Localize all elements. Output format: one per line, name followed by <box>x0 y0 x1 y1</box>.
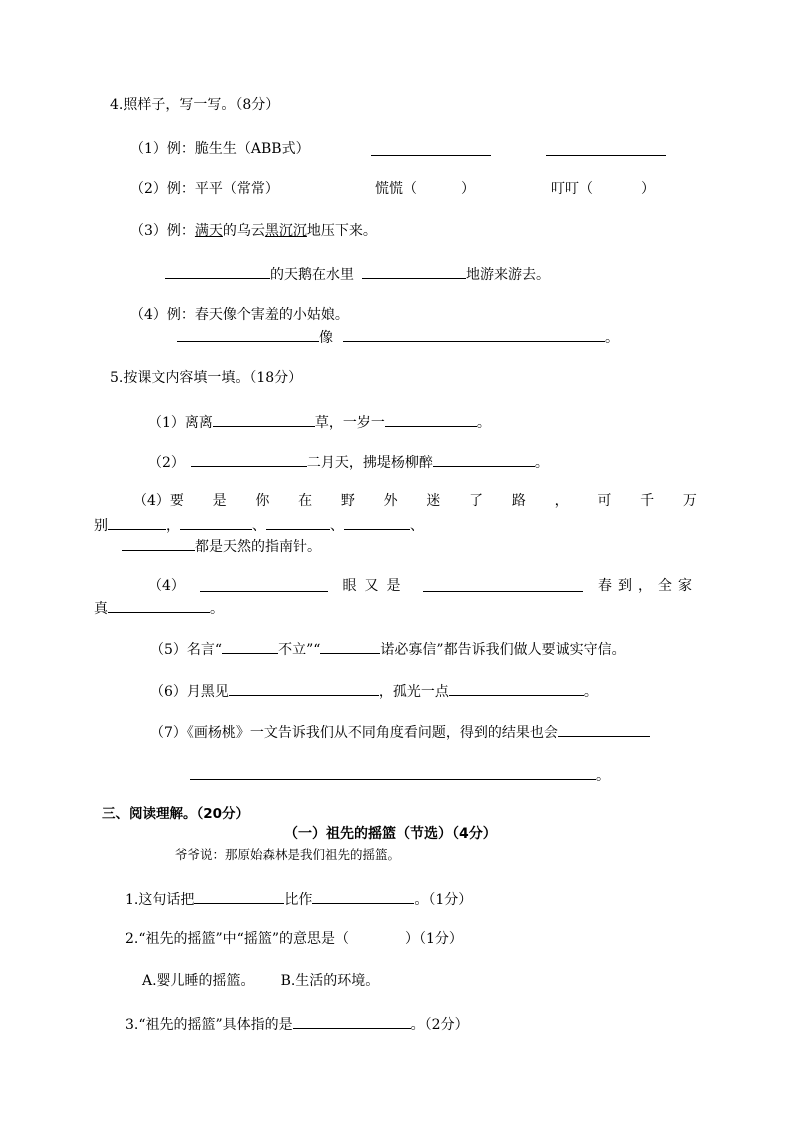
q5-item-3-blank-3[interactable] <box>266 514 330 530</box>
q5-item-6-blank-b[interactable] <box>449 680 584 696</box>
q5-item-3-bie: 别 <box>94 518 108 534</box>
q4-item-3-fill <box>165 263 550 285</box>
q5-item-3-blank-4[interactable] <box>344 514 410 530</box>
q4-item-4-end: 。 <box>605 330 619 346</box>
passage-title <box>284 824 497 844</box>
q5-item-1-blank-a[interactable] <box>213 411 315 427</box>
q4-item-4-blank-a[interactable] <box>177 326 319 342</box>
q4-item-3-blank-b[interactable] <box>362 263 466 279</box>
q5-item-4-spring: 春到，全家 <box>597 578 698 594</box>
q5-item-4-line-2 <box>94 597 224 619</box>
q5-item-3-char: 野 <box>340 493 355 509</box>
s3-question-2-b: ）（1分） <box>405 931 463 947</box>
q5-item-3-char: ， <box>554 493 569 509</box>
s3-question-2-option-b: B.生活的环境。 <box>280 973 380 989</box>
q4-item-4-blank-b[interactable] <box>343 326 605 342</box>
q4-heading-text: 4.照样子，写一写。（8分） <box>110 97 280 113</box>
q5-item-3-char: 外 <box>383 493 398 509</box>
q5-item-2 <box>148 451 549 473</box>
q5-item-7 <box>150 721 650 743</box>
q5-item-3-char: 可 <box>597 493 612 509</box>
q5-item-2-mid: 二月天，拂堤杨柳醉 <box>306 455 433 471</box>
q5-item-6 <box>150 680 598 702</box>
q5-item-5-blank-b[interactable] <box>320 638 380 654</box>
q4-item-3-fill-a: 的天鹅在水里 <box>270 267 354 283</box>
q5-item-3-tail: 都是天然的指南针。 <box>195 539 321 555</box>
q4-item-2-a-close: ） <box>461 181 475 197</box>
s3-question-1-c: 。（1分） <box>414 892 473 908</box>
q5-item-3-line-3 <box>122 535 321 557</box>
q5-item-1-blank-b[interactable] <box>385 411 477 427</box>
s3-question-2-option-a: A.婴儿睡的摇篮。 <box>142 973 255 989</box>
q4-item-3-blank-a[interactable] <box>165 263 270 279</box>
q5-item-1-mid: 草，一岁一 <box>314 415 385 431</box>
q5-item-1-pre: （1）离离 <box>148 415 213 431</box>
q4-item-2-example: （2）例：平平（常常） <box>130 181 279 197</box>
s3-question-3-b: 。（2分） <box>410 1017 469 1033</box>
q5-item-3-dun-2: 、 <box>330 518 344 534</box>
s3-question-2-a: 2.“祖先的摇篮”中“摇篮”的意思是（ <box>125 931 349 947</box>
q4-item-3 <box>130 221 377 241</box>
q4-item-4-like: 像 <box>319 330 333 346</box>
q4-item-1-blank-b[interactable] <box>546 140 666 156</box>
s3-question-1 <box>125 888 472 910</box>
q5-item-3-dun-1: 、 <box>252 518 266 534</box>
q4-item-2-a <box>375 179 475 199</box>
s3-question-3-blank[interactable] <box>293 1013 411 1029</box>
q5-item-3-char: 迷 <box>426 493 441 509</box>
q5-item-3-char: 是 <box>212 493 227 509</box>
passage-quote-text: 爷爷说：那原始森林是我们祖先的摇篮。 <box>175 847 401 862</box>
q5-item-2-end: 。 <box>534 455 549 471</box>
q5-item-3-blank-2[interactable] <box>180 514 252 530</box>
q4-item-3-fill-b: 地游来游去。 <box>466 267 550 283</box>
s3-question-1-a: 1.这句话把 <box>125 892 195 908</box>
q5-item-3-dun-3: 、 <box>410 518 424 534</box>
q5-item-3-blank-1[interactable] <box>108 514 166 530</box>
q5-item-3-char: 万 <box>682 493 697 509</box>
q4-item-2-b-text: 叮叮（ <box>551 181 593 197</box>
passage-quote <box>175 845 400 865</box>
q5-item-2-pre: （2） <box>148 455 185 471</box>
q5-item-6-blank-a[interactable] <box>229 680 379 696</box>
s3-question-2 <box>125 929 463 949</box>
q5-item-4-blank-b[interactable] <box>423 576 583 592</box>
q5-item-5 <box>150 638 626 660</box>
q5-heading <box>110 368 302 388</box>
s3-question-1-b: 比作 <box>284 892 313 908</box>
q5-item-4-pre: （4） <box>148 578 185 594</box>
q5-item-3-char: 了 <box>469 493 484 509</box>
q5-item-7-end: 。 <box>596 768 610 784</box>
q4-item-2-b-close: ） <box>641 181 655 197</box>
q5-item-6-end: 。 <box>583 684 598 700</box>
q4-heading <box>110 95 279 115</box>
section-3-heading <box>102 804 249 824</box>
q5-item-7-blank-b[interactable] <box>190 764 596 780</box>
q5-item-3-char: 你 <box>255 493 270 509</box>
q5-item-5-a: （5）名言“ <box>150 642 223 658</box>
q5-item-3-blank-5[interactable] <box>122 535 195 551</box>
q5-item-7-line-2 <box>190 764 610 786</box>
q5-item-4-line-1 <box>148 576 698 596</box>
q5-item-6-b: ，孤光一点 <box>378 684 449 700</box>
q4-item-1-text: （1）例：脆生生（ABB式） <box>130 141 310 157</box>
s3-question-2-options <box>142 971 379 991</box>
q5-item-6-a: （6）月黑见 <box>150 684 229 700</box>
q5-item-4-end: 。 <box>210 601 224 617</box>
q4-item-1 <box>130 139 310 159</box>
q4-item-2-a-text: 慌慌（ <box>375 181 417 197</box>
q4-item-1-blank-a[interactable] <box>371 140 491 156</box>
q4-item-3-post: 地压下来。 <box>306 223 377 239</box>
q5-item-5-b: 不立”“ <box>278 642 321 658</box>
q4-item-3-underline-2: 黑沉沉 <box>264 223 307 239</box>
q5-item-3-char: 路 <box>511 493 526 509</box>
q4-item-2 <box>130 179 279 199</box>
q5-item-3-line-1 <box>133 491 697 511</box>
q5-item-1-end: 。 <box>476 415 491 431</box>
q5-item-3-comma: ， <box>166 518 180 534</box>
s3-question-1-blank-a[interactable] <box>194 888 284 904</box>
q5-heading-text: 5.按课文内容填一填。（18分） <box>110 370 303 386</box>
q5-item-4-blank-c[interactable] <box>108 597 210 613</box>
s3-question-3 <box>125 1013 469 1035</box>
q4-item-3-mid: 的乌云 <box>222 223 265 239</box>
q5-item-7-blank-a[interactable] <box>558 721 650 737</box>
q5-item-7-text: （7）《画杨桃》一文告诉我们从不同角度看问题，得到的结果也会 <box>150 725 558 741</box>
q5-item-4-zhen: 真 <box>94 601 108 617</box>
q5-item-5-c: 诺必寡信”都告诉我们做人要诚实守信。 <box>380 642 626 658</box>
q5-item-2-blank-a[interactable] <box>191 451 307 467</box>
q5-item-3-line-2 <box>94 514 424 536</box>
q5-item-3-char: （4）要 <box>133 493 184 509</box>
passage-title-text: （一）祖先的摇篮（节选）（4分） <box>284 826 497 842</box>
q4-item-4 <box>130 305 349 325</box>
q5-item-4-mid: 眼又是 <box>342 578 409 594</box>
q5-item-3-char: 千 <box>640 493 655 509</box>
s3-question-1-blank-b[interactable] <box>312 888 414 904</box>
q4-item-4-fill <box>177 326 619 348</box>
q4-item-2-b <box>551 179 655 199</box>
section-3-heading-text: 三、阅读理解。（20分） <box>102 806 250 822</box>
q5-item-4-blank-a[interactable] <box>200 576 328 592</box>
q4-item-4-text: （4）例：春天像个害羞的小姑娘。 <box>130 307 349 323</box>
q5-item-1 <box>148 411 491 433</box>
q5-item-3-char: 在 <box>298 493 313 509</box>
s3-question-3-a: 3.“祖先的摇篮”具体指的是 <box>125 1017 293 1033</box>
q4-item-3-underline-1: 满天 <box>194 223 223 239</box>
q5-item-5-blank-a[interactable] <box>222 638 278 654</box>
q5-item-2-blank-b[interactable] <box>433 451 535 467</box>
q4-item-3-pre: （3）例： <box>130 223 195 239</box>
